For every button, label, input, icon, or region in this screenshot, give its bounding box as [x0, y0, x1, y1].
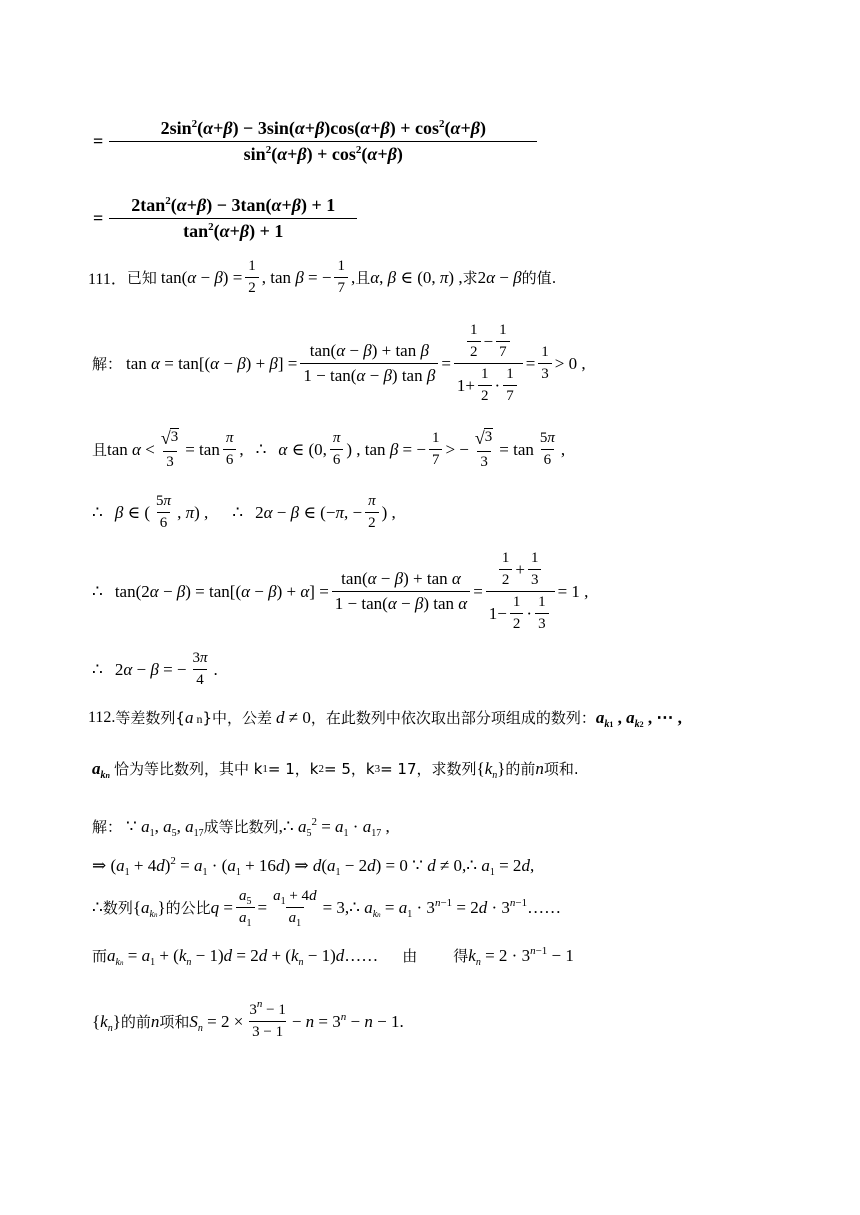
equals-sign: =	[93, 208, 104, 228]
problem-112-solution-line-5: $\{k_n\}$ 的前 n 项和 $S_n = 2$ × $\frac{3^n - 1}{3 - 1}$ − $n = 3^n - n - 1$.	[92, 998, 404, 1040]
problem-111-solution-line-4: ∴ tan(2α − β) = tan[(α − β) + α] = $\frac{\text{tan(α − β) + tan α}}{\text{1 − tan(α − β) tan α}}$ = $\frac{1}{2}$ + $\frac{1}{3}$ 1− $\frac{1}{2}$ · $\frac{1}{3}$ = 1 ,	[92, 550, 589, 632]
fraction-numerator: $2\tan^2(\alpha+\beta) - 3\tan(\alpha+\beta) + 1$	[131, 195, 336, 215]
equals-sign: =	[93, 131, 104, 151]
problem-112-solution-line-2: ⇒ $(a_1 + 4d)^2 = a_1 \cdot (a_1 + 16d)$ ⇒ $d(a_1 - 2d) = 0$ ∵ d ≠ 0,∴ $a_1 = 2d$,	[92, 855, 535, 878]
problem-111-result: ∴ 2α − β = − $\frac{3\pi}{4}$ .	[92, 650, 218, 688]
problem-111-solution-line-2: 且 tan α < √ 3 3 = tan $\frac{\pi}{6}$ , ∴ α ∈ (0, $\frac{\pi}{6}$ ) , tan β = − $\frac{1}{7}$ > − √ 3 3 = tan $\frac{5\pi}{6}$ ,	[92, 428, 566, 470]
problem-111-solution-line-1: 解： tan α = tan[(α − β) + β] = $\frac{\text{tan(α − β) + tan β}}{\text{1 − tan(α − β) tan β}}$ = $\frac{1}{2}$ − $\frac{1}{7}$ 1+ $\frac{1}{2}$ · $\frac{1}{7}$ = $\frac{1}{3}$ > 0 ,	[92, 322, 586, 404]
equation-line-1	[93, 118, 540, 165]
problem-number: 112.	[88, 708, 116, 726]
fraction-numerator: $2\sin^2(\alpha+\beta) - 3\sin(\alpha+\beta)\cos(\alpha+\beta) + \cos^2(\alpha+\beta)$	[160, 118, 486, 138]
equation-line-2	[93, 195, 360, 242]
problem-111-solution-line-3: ∴ β ∈ ( $\frac{5\pi}{6}$ , π) , ∴ 2α − β ∈ (−π, − $\frac{\pi}{2}$ ) ,	[92, 493, 396, 531]
fraction-denominator: $\sin^2(\alpha+\beta) + \cos^2(\alpha+\beta)$	[109, 141, 537, 165]
problem-112-statement-line-1: 112. 等差数列{ a n }中，公差 d ≠ 0 ，在此数列中依次取出部分项组成的数列： $a_{k1}$ , $a_{k2}$ , ⋯ ,	[88, 707, 682, 730]
problem-number: 111．	[88, 271, 127, 288]
problem-112-statement-line-2: $a_{kn}$ 恰为等比数列，其中 k 1 = 1，k 2 = 5，k 3 = 17，求数列 $\{k_n\}$ 的前 n 项和.	[92, 758, 579, 781]
problem-112-solution-line-4: 而 $a_{kn} = a_1 + (k_n - 1)d = 2d + (k_n - 1)d$ …… 由 得 $k_n = 2 \cdot 3^{n-1} - 1$	[92, 944, 574, 968]
fraction-denominator: $\tan^2(\alpha+\beta) + 1$	[109, 218, 357, 242]
fraction-sin-cos	[109, 118, 537, 165]
problem-112-solution-line-1: 解： ∵ $a_1$, $a_5$, $a_{17}$ 成等比数列 ,∴ $a_5^2 = a_1 \cdot a_{17}$ ,	[92, 815, 390, 839]
fraction-tan	[109, 195, 357, 242]
problem-111-statement: 111． 已知 tan(α − β) = $\frac{1}{2}$ , tan β = − $\frac{1}{7}$ , 且 α, β ∈ (0, π) , 求 2α − β 的值.	[88, 258, 557, 296]
problem-112-solution-line-3: ∴ 数列 $\{a_{kn}\}$ 的公比 q = $\frac{a_5}{a_1}$ = $\frac{a_1 + 4d}{a_1}$ = 3,∴ $a_{kn} = a_1 \cdot 3^{n-1} = 2d \cdot 3^{n-1}$ ……	[92, 888, 562, 929]
